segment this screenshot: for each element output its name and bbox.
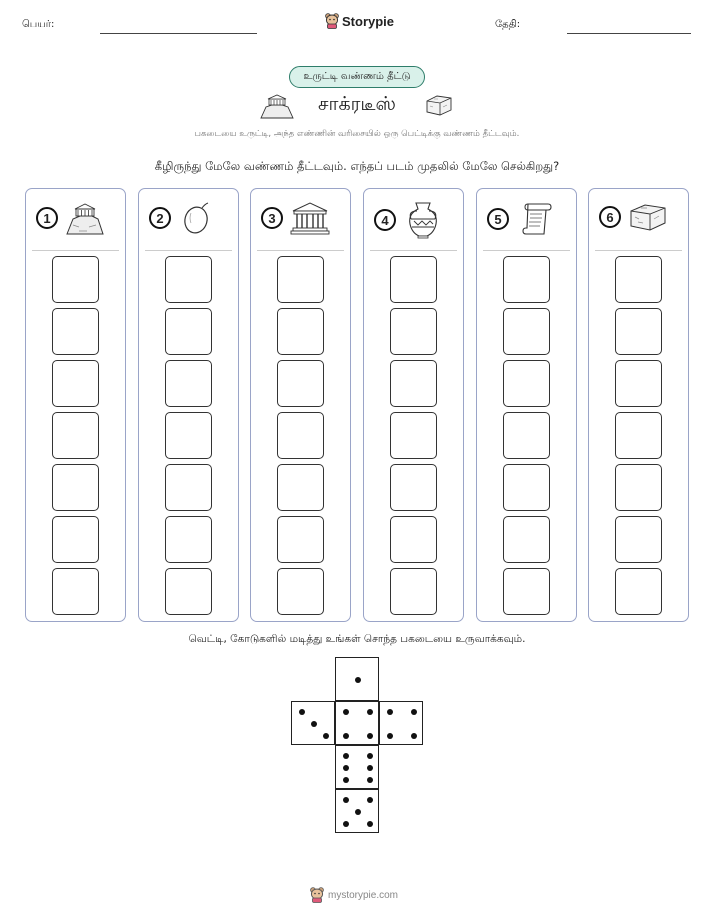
pip: [299, 709, 305, 715]
die-face-5: [335, 789, 379, 833]
color-box[interactable]: [277, 412, 324, 459]
column-number: 2: [149, 207, 171, 229]
footer-url: mystorypie.com: [328, 889, 399, 901]
column-2: [138, 188, 239, 622]
color-box[interactable]: [615, 568, 662, 615]
color-box[interactable]: [165, 256, 212, 303]
color-box[interactable]: [503, 308, 550, 355]
divider: [145, 250, 232, 251]
olive-icon: [178, 201, 218, 235]
color-box[interactable]: [277, 464, 324, 511]
color-box[interactable]: [390, 308, 437, 355]
cut-instructions: வெட்டி, கோடுகளில் மடித்து உங்கள் சொந்த பகடையை உருவாக்கவும்.: [188, 633, 526, 645]
pip: [311, 721, 317, 727]
die-face-3: [291, 701, 335, 745]
brand-logo: [325, 13, 394, 29]
pip: [343, 821, 349, 827]
pip: [367, 733, 373, 739]
pip: [343, 765, 349, 771]
color-box[interactable]: [277, 568, 324, 615]
pip: [343, 777, 349, 783]
color-box[interactable]: [52, 568, 99, 615]
color-box[interactable]: [165, 308, 212, 355]
question: கீழிருந்து மேலே வண்ணம் தீட்டவும். எந்தப் படம் முதலில் மேலே செல்கிறது?: [154, 159, 560, 173]
pip: [367, 765, 373, 771]
column-number: 1: [36, 207, 58, 229]
column-number: 6: [599, 206, 621, 228]
color-box[interactable]: [277, 360, 324, 407]
divider: [257, 250, 344, 251]
color-box[interactable]: [52, 360, 99, 407]
storypie-mascot-icon: [310, 887, 324, 903]
color-box[interactable]: [390, 568, 437, 615]
color-box[interactable]: [390, 516, 437, 563]
color-box[interactable]: [503, 568, 550, 615]
divider: [370, 250, 457, 251]
pip: [411, 709, 417, 715]
pip: [367, 777, 373, 783]
color-box[interactable]: [615, 256, 662, 303]
stone-block-icon: [424, 93, 454, 117]
stone-block-icon: [628, 201, 668, 233]
storypie-mascot-icon: [325, 13, 339, 29]
amphora-icon: [403, 201, 443, 239]
pip: [323, 733, 329, 739]
column-4: [363, 188, 464, 622]
name-field[interactable]: [100, 33, 257, 34]
color-box[interactable]: [503, 464, 550, 511]
color-box[interactable]: [615, 308, 662, 355]
color-box[interactable]: [165, 464, 212, 511]
instructions: பகடையை உருட்டி, அந்த எண்ணின் வரிசையில் ஒரு பெட்டிக்கு வண்ணம் தீட்டவும்.: [194, 129, 520, 139]
date-label: தேதி:: [495, 19, 521, 30]
die-face-6: [335, 745, 379, 789]
pip: [367, 797, 373, 803]
die-face-4: [335, 701, 379, 745]
pip: [355, 677, 361, 683]
footer: [310, 887, 398, 903]
pip: [367, 709, 373, 715]
divider: [483, 250, 570, 251]
color-box[interactable]: [277, 256, 324, 303]
color-box[interactable]: [52, 516, 99, 563]
color-box[interactable]: [390, 360, 437, 407]
pip: [343, 797, 349, 803]
column-number: 4: [374, 209, 396, 231]
color-box[interactable]: [503, 516, 550, 563]
pip: [411, 733, 417, 739]
color-box[interactable]: [52, 412, 99, 459]
color-box[interactable]: [52, 464, 99, 511]
pip: [367, 821, 373, 827]
pip: [387, 733, 393, 739]
color-box[interactable]: [615, 412, 662, 459]
pip: [355, 809, 361, 815]
color-box[interactable]: [615, 360, 662, 407]
temple-icon: [290, 201, 330, 235]
color-box[interactable]: [615, 516, 662, 563]
name-label: பெயர்:: [22, 19, 55, 30]
acropolis-icon: [65, 201, 105, 235]
color-box[interactable]: [165, 568, 212, 615]
color-box[interactable]: [165, 412, 212, 459]
activity-badge: உருட்டி வண்ணம் தீட்டு: [289, 66, 425, 88]
brand-name: Storypie: [342, 13, 395, 29]
color-box[interactable]: [52, 308, 99, 355]
pip: [367, 753, 373, 759]
column-number: 3: [261, 207, 283, 229]
color-box[interactable]: [503, 412, 550, 459]
divider: [32, 250, 119, 251]
scroll-icon: [516, 201, 556, 237]
color-box[interactable]: [165, 360, 212, 407]
pip: [387, 709, 393, 715]
color-box[interactable]: [277, 516, 324, 563]
color-box[interactable]: [615, 464, 662, 511]
die-face-1: [335, 657, 379, 701]
column-3: [250, 188, 351, 622]
color-box[interactable]: [390, 256, 437, 303]
column-number: 5: [487, 208, 509, 230]
color-box[interactable]: [52, 256, 99, 303]
color-box[interactable]: [165, 516, 212, 563]
page-title: சாக்ரடீஸ்: [318, 93, 396, 115]
pip: [343, 733, 349, 739]
color-box[interactable]: [390, 412, 437, 459]
color-box[interactable]: [277, 308, 324, 355]
pip: [343, 753, 349, 759]
pip: [343, 709, 349, 715]
column-1: [25, 188, 126, 622]
column-5: [476, 188, 577, 622]
color-box[interactable]: [390, 464, 437, 511]
color-box[interactable]: [503, 360, 550, 407]
color-box[interactable]: [503, 256, 550, 303]
die-face-2: [379, 701, 423, 745]
date-field[interactable]: [567, 33, 691, 34]
divider: [595, 250, 682, 251]
column-6: [588, 188, 689, 622]
